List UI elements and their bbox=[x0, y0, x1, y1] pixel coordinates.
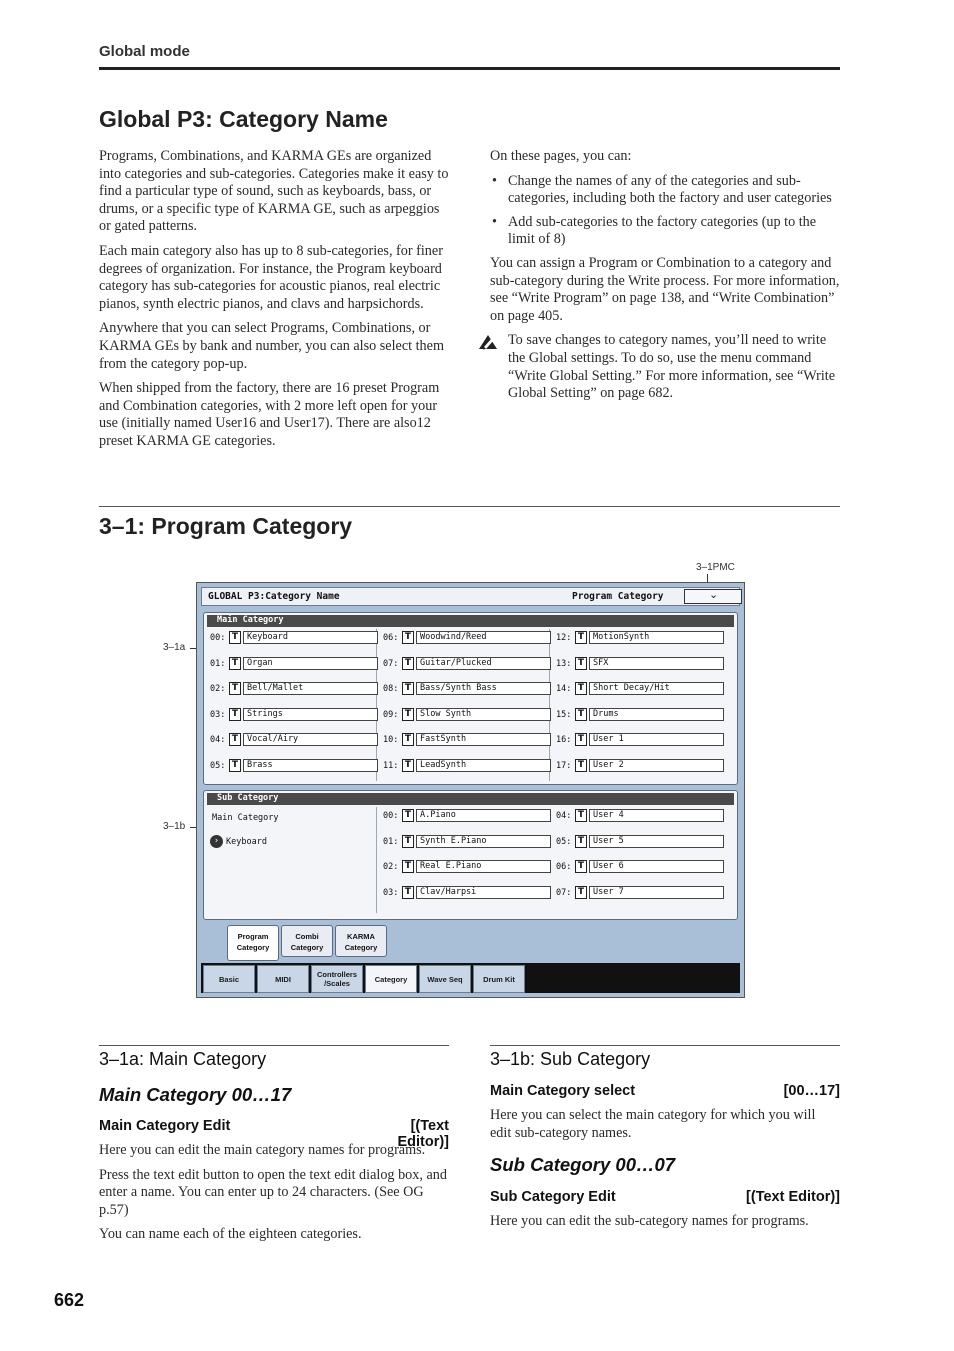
main-category-select[interactable] bbox=[210, 835, 350, 849]
category-name-input[interactable]: Synth E.Piano bbox=[416, 835, 551, 848]
category-number: 10: bbox=[383, 735, 399, 745]
intro-lead: On these pages, you can: bbox=[490, 148, 632, 164]
screen-title-bar bbox=[201, 587, 740, 606]
category-name-input[interactable]: Woodwind/Reed bbox=[416, 631, 551, 644]
intro-paragraph: Programs, Combinations, and KARMA GEs are organized into categories and sub-categories. Categories make it easy to find a particular type of sound, such as keyboards, bass, or drums, or a specific type of KARMA GE, such as arpeggios or gated patterns. bbox=[99, 148, 449, 235]
category-number: 13: bbox=[556, 658, 572, 669]
category-name-field bbox=[556, 809, 726, 823]
page-number: 662 bbox=[54, 1290, 85, 1310]
category-name-field bbox=[556, 631, 726, 645]
subtab-karma[interactable]: KARMA Category bbox=[335, 925, 387, 957]
main-category-select-value: Keyboard bbox=[226, 837, 267, 847]
category-name-input[interactable]: MotionSynth bbox=[589, 631, 724, 644]
category-number: 02: bbox=[210, 684, 226, 694]
category-name-input[interactable]: Keyboard bbox=[243, 631, 378, 644]
category-name-input[interactable]: User 5 bbox=[589, 835, 724, 848]
subtab-combi[interactable]: Combi Category bbox=[281, 925, 333, 957]
param-range: [(Text Editor)] bbox=[397, 1118, 449, 1150]
category-name-input[interactable]: Bass/Synth Bass bbox=[416, 682, 551, 695]
category-name-field bbox=[383, 631, 553, 645]
text-edit-button[interactable]: T bbox=[402, 809, 414, 822]
device-screen bbox=[196, 582, 745, 998]
section-a-rule bbox=[99, 1045, 449, 1046]
text-edit-button[interactable]: T bbox=[229, 708, 241, 721]
text-edit-button[interactable]: T bbox=[575, 860, 587, 873]
text-edit-button[interactable]: T bbox=[229, 631, 241, 644]
category-name-input[interactable]: User 7 bbox=[589, 886, 724, 899]
category-name-field bbox=[210, 657, 380, 671]
category-number: 06: bbox=[556, 862, 572, 872]
note-block bbox=[490, 332, 840, 402]
category-name-field bbox=[383, 759, 553, 773]
category-number: 14: bbox=[556, 684, 572, 694]
callout-label-b: 3–1b bbox=[163, 821, 186, 832]
category-name-input[interactable]: Drums bbox=[589, 708, 724, 721]
text-edit-button[interactable]: T bbox=[575, 631, 587, 644]
text-edit-button[interactable]: T bbox=[402, 682, 414, 695]
screen-title: GLOBAL P3:Category Name bbox=[208, 591, 340, 602]
category-number: 00: bbox=[383, 811, 399, 821]
text-edit-button[interactable]: T bbox=[575, 657, 587, 670]
param-name: Main Category Edit bbox=[99, 1118, 231, 1134]
category-name-field bbox=[556, 708, 726, 722]
category-name-input[interactable]: User 2 bbox=[589, 759, 724, 772]
text-edit-button[interactable]: T bbox=[402, 657, 414, 670]
text-edit-button[interactable]: T bbox=[402, 631, 414, 644]
chevron-down-icon: ⌄ bbox=[709, 589, 719, 601]
tab-midi[interactable]: MIDI bbox=[257, 965, 309, 993]
category-name-input[interactable]: User 6 bbox=[589, 860, 724, 873]
category-name-field bbox=[383, 657, 553, 671]
section-a-subtitle: Main Category 00…17 bbox=[99, 1084, 292, 1105]
category-name-field bbox=[210, 759, 380, 773]
section-b-subtitle: Sub Category 00…07 bbox=[490, 1154, 676, 1175]
category-name-input[interactable]: Clav/Harpsi bbox=[416, 886, 551, 899]
category-number: 01: bbox=[383, 836, 399, 847]
section-a-body bbox=[99, 1142, 449, 1251]
category-number: 09: bbox=[383, 709, 399, 720]
subtab-program[interactable]: Program Category bbox=[227, 925, 279, 961]
text-edit-button[interactable]: T bbox=[229, 759, 241, 772]
param-name: Sub Category Edit bbox=[490, 1189, 616, 1205]
intro-paragraph: You can assign a Program or Combination to a category and sub-category during the Write process. For more information, see “Write Program” on page 138, and “Write Combination” on page 405. bbox=[490, 254, 840, 324]
category-name-input[interactable]: Short Decay/Hit bbox=[589, 682, 724, 695]
text-edit-button[interactable]: T bbox=[402, 759, 414, 772]
category-number: 08: bbox=[383, 684, 399, 694]
category-number: 04: bbox=[210, 735, 226, 745]
category-name-input[interactable]: Vocal/Airy bbox=[243, 733, 378, 746]
category-number: 02: bbox=[383, 862, 399, 872]
category-name-field bbox=[383, 886, 553, 900]
page-tab-bar bbox=[201, 963, 740, 993]
main-category-panel bbox=[203, 612, 738, 785]
header-rule bbox=[99, 67, 840, 70]
category-name-field bbox=[383, 682, 553, 696]
category-name-input[interactable]: FastSynth bbox=[416, 733, 551, 746]
category-name-input[interactable]: Slow Synth bbox=[416, 708, 551, 721]
feature-list bbox=[490, 173, 840, 249]
category-number: 03: bbox=[383, 887, 399, 898]
category-name-field bbox=[556, 759, 726, 773]
text-edit-button[interactable]: T bbox=[402, 835, 414, 848]
category-name-field bbox=[556, 682, 726, 696]
text-edit-button[interactable]: T bbox=[575, 682, 587, 695]
category-name-field bbox=[556, 657, 726, 671]
tab-wave-seq[interactable]: Wave Seq bbox=[419, 965, 471, 993]
category-name-input[interactable]: Strings bbox=[243, 708, 378, 721]
category-name-field bbox=[210, 708, 380, 722]
page-title: Global P3: Category Name bbox=[99, 106, 388, 132]
text-edit-button[interactable]: T bbox=[575, 835, 587, 848]
category-name-field bbox=[556, 733, 726, 747]
list-item: • Add sub-categories to the factory categories (up to the limit of 8) bbox=[492, 213, 817, 248]
category-number: 07: bbox=[383, 658, 399, 669]
tab-category[interactable]: Category bbox=[365, 965, 417, 993]
section-b-rule bbox=[490, 1045, 840, 1046]
category-number: 17: bbox=[556, 760, 572, 771]
category-name-field bbox=[556, 835, 726, 849]
category-name-field bbox=[210, 631, 380, 645]
text-edit-button[interactable]: T bbox=[402, 886, 414, 899]
category-name-field bbox=[383, 835, 553, 849]
category-name-input[interactable]: A.Piano bbox=[416, 809, 551, 822]
intro-paragraph: Anywhere that you can select Programs, Combinations, or KARMA GEs by bank and number, you can also select them from the category pop-up. bbox=[99, 320, 444, 372]
sub-main-label: Main Category bbox=[212, 813, 279, 823]
body-paragraph: You can name each of the eighteen categories. bbox=[99, 1226, 362, 1243]
category-number: 11: bbox=[383, 760, 399, 771]
text-edit-button[interactable]: T bbox=[402, 708, 414, 721]
body-paragraph: Here you can edit the main category names for programs. bbox=[99, 1142, 426, 1158]
category-name-input[interactable]: Bell/Mallet bbox=[243, 682, 378, 695]
category-name-input[interactable]: Real E.Piano bbox=[416, 860, 551, 873]
section-b-title: 3–1b: Sub Category bbox=[490, 1049, 651, 1069]
category-name-field bbox=[383, 809, 553, 823]
callout-label-a: 3–1a bbox=[163, 642, 186, 653]
category-number: 04: bbox=[556, 811, 572, 821]
body-paragraph: Press the text edit button to open the text edit dialog box, and enter a name. You can enter up to 24 characters. (See OG p.57) bbox=[99, 1166, 447, 1218]
category-name-input[interactable]: Organ bbox=[243, 657, 378, 670]
panel-header: Sub Category bbox=[207, 793, 734, 805]
category-name-field bbox=[210, 733, 380, 747]
page-select-dropdown[interactable] bbox=[684, 589, 742, 604]
category-name-field bbox=[210, 682, 380, 696]
tab-basic[interactable]: Basic bbox=[203, 965, 255, 993]
sub-category-panel bbox=[203, 790, 738, 920]
text-edit-button[interactable]: T bbox=[229, 733, 241, 746]
text-edit-button[interactable]: T bbox=[402, 860, 414, 873]
body-paragraph: Here you can select the main category for which you will edit sub-category names. bbox=[490, 1107, 816, 1141]
body-paragraph: Here you can edit the sub-category names for programs. bbox=[490, 1213, 809, 1229]
intro-right-column bbox=[490, 148, 840, 403]
category-name-input[interactable]: Guitar/Plucked bbox=[416, 657, 551, 670]
category-number: 16: bbox=[556, 735, 572, 745]
tab-drum-kit[interactable]: Drum Kit bbox=[473, 965, 525, 993]
text-edit-button[interactable]: T bbox=[575, 759, 587, 772]
category-number: 03: bbox=[210, 709, 226, 720]
tab-controllers[interactable]: Controllers /Scales bbox=[311, 965, 363, 993]
category-name-field bbox=[383, 708, 553, 722]
list-item: • Change the names of any of the categories and sub-categories, including both the factory and user categories bbox=[492, 172, 832, 207]
category-name-input[interactable]: SFX bbox=[589, 657, 724, 670]
running-head: Global mode bbox=[99, 43, 190, 60]
category-name-field bbox=[383, 733, 553, 747]
text-edit-button[interactable]: T bbox=[402, 733, 414, 746]
category-name-input[interactable]: Brass bbox=[243, 759, 378, 772]
text-edit-button[interactable]: T bbox=[575, 809, 587, 822]
category-name-input[interactable]: User 1 bbox=[589, 733, 724, 746]
note-text: To save changes to category names, you’ll need to write the Global settings. To do so, use the menu command “Write Global Setting.” For more information, see “Write Global Setting” on page 682. bbox=[508, 332, 836, 402]
text-edit-button[interactable]: T bbox=[575, 733, 587, 746]
panel-header: Main Category bbox=[207, 615, 734, 627]
category-number: 07: bbox=[556, 887, 572, 898]
section-a-title: 3–1a: Main Category bbox=[99, 1049, 267, 1069]
screenshot-id-label: 3–1PMC bbox=[696, 562, 735, 573]
category-number: 05: bbox=[556, 836, 572, 847]
category-name-input[interactable]: LeadSynth bbox=[416, 759, 551, 772]
category-name-field bbox=[556, 886, 726, 900]
category-number: 05: bbox=[210, 760, 226, 771]
category-name-input[interactable]: User 4 bbox=[589, 809, 724, 822]
page-select-label: Program Category bbox=[572, 591, 664, 602]
category-number: 12: bbox=[556, 633, 572, 643]
text-edit-button[interactable]: T bbox=[575, 708, 587, 721]
category-number: 00: bbox=[210, 633, 226, 643]
pencil-note-icon bbox=[478, 334, 498, 350]
param-range: [(Text Editor)] bbox=[746, 1189, 840, 1205]
param-name: Main Category select bbox=[490, 1083, 636, 1099]
category-number: 01: bbox=[210, 658, 226, 669]
intro-left-column bbox=[99, 148, 451, 458]
intro-paragraph: Each main category also has up to 8 sub-categories, for finer degrees of organization. For instance, the Program keyboard category has sub-categories for acoustic pianos, real electric pianos, synth electric pianos, and clavs and harpsichords. bbox=[99, 242, 443, 312]
intro-paragraph: When shipped from the factory, there are 16 preset Program and Combination categories, with 2 more left open for your use (initially named User16 and User17). There are also12 preset KARMA GE categories. bbox=[99, 380, 440, 449]
text-edit-button[interactable]: T bbox=[229, 682, 241, 695]
category-name-field bbox=[383, 860, 553, 874]
category-number: 06: bbox=[383, 633, 399, 643]
section-rule bbox=[99, 506, 840, 507]
category-number: 15: bbox=[556, 709, 572, 720]
section-title: 3–1: Program Category bbox=[99, 513, 353, 539]
param-range: [00…17] bbox=[783, 1083, 840, 1099]
arrow-right-icon: › bbox=[210, 835, 223, 848]
category-name-field bbox=[556, 860, 726, 874]
text-edit-button[interactable]: T bbox=[575, 886, 587, 899]
text-edit-button[interactable]: T bbox=[229, 657, 241, 670]
